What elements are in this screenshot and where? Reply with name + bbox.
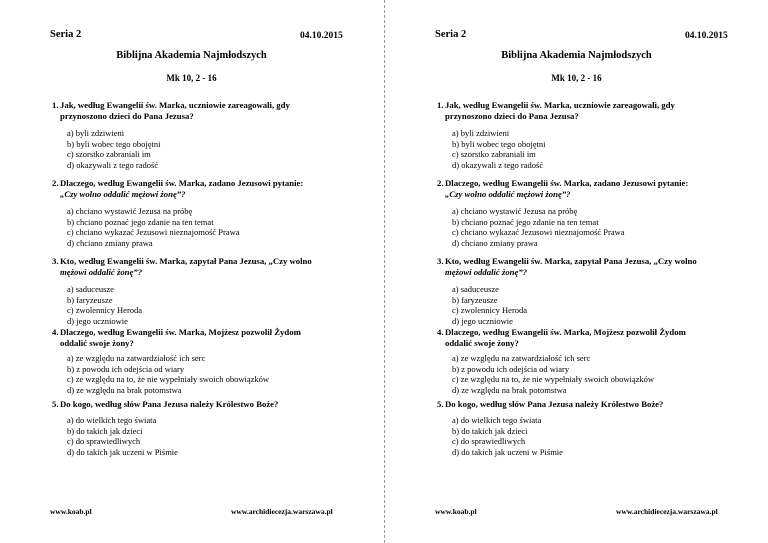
quiz-page-right	[385, 0, 768, 543]
question-1	[437, 100, 745, 122]
question-number: 4.	[437, 327, 444, 337]
answer-option: d) do takich jak uczeni w Piśmie	[452, 446, 563, 457]
answer-option: c) zwolennicy Heroda	[452, 305, 528, 315]
answer-option: b) chciano poznać jego zdanie na ten temat	[452, 216, 599, 227]
scripture-reference: Mk 10, 2 - 16	[166, 73, 217, 83]
question-text: Jak, według Ewangelii św. Marka, uczniowie zareagowali, gdy	[445, 100, 675, 110]
question-number: 5.	[52, 399, 59, 409]
question-quote: „Czy wolno oddalić mężowi żonę”?	[60, 189, 186, 199]
question-4	[437, 327, 745, 349]
answer-option: c) szorstko zabraniali im	[67, 149, 151, 159]
question-text: Dlaczego, według Ewangelii św. Marka, Mojżesz pozwolił Żydom	[445, 327, 686, 337]
answer-option: a) byli zdziwieni	[452, 128, 510, 138]
answer-list	[452, 206, 752, 248]
date-label: 04.10.2015	[300, 31, 343, 41]
page-title: Biblijna Akademia Najmłodszych	[116, 50, 267, 61]
answer-option: d) jego uczniowie	[452, 315, 513, 326]
answer-option: a) saduceusze	[452, 284, 499, 294]
question-1	[52, 100, 360, 122]
question-5	[52, 399, 360, 410]
answer-option: b) chciano poznać jego zdanie na ten temat	[67, 216, 214, 227]
question-quote: mężowi oddalić żonę”?	[445, 267, 528, 277]
question-text: Kto, według Ewangelii św. Marka, zapytał Pana Jezusa, „Czy wolno	[445, 256, 697, 266]
answer-option: d) chciano zmiany prawa	[452, 237, 538, 248]
question-text: Dlaczego, według Ewangelii św. Marka, zadano Jezusowi pytanie:	[445, 178, 689, 188]
answer-list	[67, 206, 367, 248]
question-2	[52, 178, 360, 200]
answer-option: b) z powodu ich odejścia od wiary	[67, 363, 185, 374]
answer-option: a) do wielkich tego świata	[452, 415, 542, 425]
question-text: Jak, według Ewangelii św. Marka, uczniowie zareagowali, gdy	[60, 100, 290, 110]
answer-option: a) ze względu na zatwardziałość ich serc	[67, 353, 206, 363]
page-title: Biblijna Akademia Najmłodszych	[501, 50, 652, 61]
answer-option: b) do takich jak dzieci	[67, 425, 143, 436]
question-text: Dlaczego, według Ewangelii św. Marka, Mojżesz pozwolił Żydom	[60, 327, 301, 337]
question-text: Do kogo, według słów Pana Jezusa należy Królestwo Boże?	[445, 399, 664, 409]
answer-list	[452, 353, 752, 395]
answer-option: b) z powodu ich odejścia od wiary	[452, 363, 570, 374]
question-number: 1.	[437, 100, 444, 110]
footer-link-koab: www.koab.pl	[435, 507, 477, 516]
question-number: 2.	[437, 178, 444, 188]
answer-option: a) chciano wystawić Jezusa na próbę	[67, 206, 193, 216]
answer-option: a) byli zdziwieni	[67, 128, 125, 138]
question-2	[437, 178, 745, 200]
answer-option: d) ze względu na brak potomstwa	[452, 384, 567, 395]
answer-option: b) faryzeusze	[67, 294, 113, 305]
answer-option: d) ze względu na brak potomstwa	[67, 384, 182, 395]
question-quote: „Czy wolno oddalić mężowi żonę”?	[445, 189, 571, 199]
answer-list	[452, 128, 752, 170]
question-text-cont: oddalić swoje żony?	[445, 338, 519, 348]
question-number: 2.	[52, 178, 59, 188]
answer-list	[67, 415, 367, 457]
question-5	[437, 399, 745, 410]
answer-option: a) saduceusze	[67, 284, 114, 294]
question-4	[52, 327, 360, 349]
question-text: Dlaczego, według Ewangelii św. Marka, zadano Jezusowi pytanie:	[60, 178, 304, 188]
answer-option: d) okazywali z tego radość	[452, 159, 544, 170]
answer-option: b) faryzeusze	[452, 294, 498, 305]
answer-option: c) chciano wykazać Jezusowi nieznajomość Prawa	[452, 227, 625, 237]
question-3	[52, 256, 360, 278]
answer-option: b) byli wobec tego obojętni	[452, 138, 546, 149]
answer-option: c) ze względu na to, że nie wypełniały swoich obowiązków	[67, 374, 270, 384]
scripture-reference: Mk 10, 2 - 16	[551, 73, 602, 83]
answer-option: b) do takich jak dzieci	[452, 425, 528, 436]
answer-option: a) do wielkich tego świata	[67, 415, 157, 425]
answer-option: c) chciano wykazać Jezusowi nieznajomość Prawa	[67, 227, 240, 237]
answer-option: d) do takich jak uczeni w Piśmie	[67, 446, 178, 457]
answer-list	[67, 284, 367, 326]
footer-link-koab: www.koab.pl	[50, 507, 92, 516]
question-text: Do kogo, według słów Pana Jezusa należy Królestwo Boże?	[60, 399, 279, 409]
footer-link-archdiocese: www.archidiecezja.warszawa.pl	[616, 507, 718, 516]
answer-list	[452, 284, 752, 326]
question-number: 1.	[52, 100, 59, 110]
question-number: 3.	[52, 256, 59, 266]
series-label: Seria 2	[50, 29, 82, 40]
answer-option: d) okazywali z tego radość	[67, 159, 159, 170]
question-text-cont: przynoszono dzieci do Pana Jezusa?	[60, 111, 194, 121]
answer-option: a) ze względu na zatwardziałość ich serc	[452, 353, 591, 363]
answer-option: c) ze względu na to, że nie wypełniały swoich obowiązków	[452, 374, 655, 384]
answer-option: a) chciano wystawić Jezusa na próbę	[452, 206, 578, 216]
answer-list	[452, 415, 752, 457]
question-text-cont: oddalić swoje żony?	[60, 338, 134, 348]
question-text-cont: przynoszono dzieci do Pana Jezusa?	[445, 111, 579, 121]
question-number: 5.	[437, 399, 444, 409]
answer-option: c) zwolennicy Heroda	[67, 305, 143, 315]
answer-option: d) jego uczniowie	[67, 315, 128, 326]
question-text: Kto, według Ewangelii św. Marka, zapytał Pana Jezusa, „Czy wolno	[60, 256, 312, 266]
question-number: 4.	[52, 327, 59, 337]
question-number: 3.	[437, 256, 444, 266]
series-label: Seria 2	[435, 29, 467, 40]
answer-option: d) chciano zmiany prawa	[67, 237, 153, 248]
question-quote: mężowi oddalić żonę”?	[60, 267, 143, 277]
answer-option: c) do sprawiedliwych	[452, 436, 526, 446]
answer-option: c) do sprawiedliwych	[67, 436, 141, 446]
question-3	[437, 256, 745, 278]
answer-option: c) szorstko zabraniali im	[452, 149, 536, 159]
date-label: 04.10.2015	[685, 31, 728, 41]
answer-option: b) byli wobec tego obojętni	[67, 138, 161, 149]
answer-list	[67, 353, 367, 395]
footer-link-archdiocese: www.archidiecezja.warszawa.pl	[231, 507, 333, 516]
answer-list	[67, 128, 367, 170]
quiz-page-left	[0, 0, 383, 543]
